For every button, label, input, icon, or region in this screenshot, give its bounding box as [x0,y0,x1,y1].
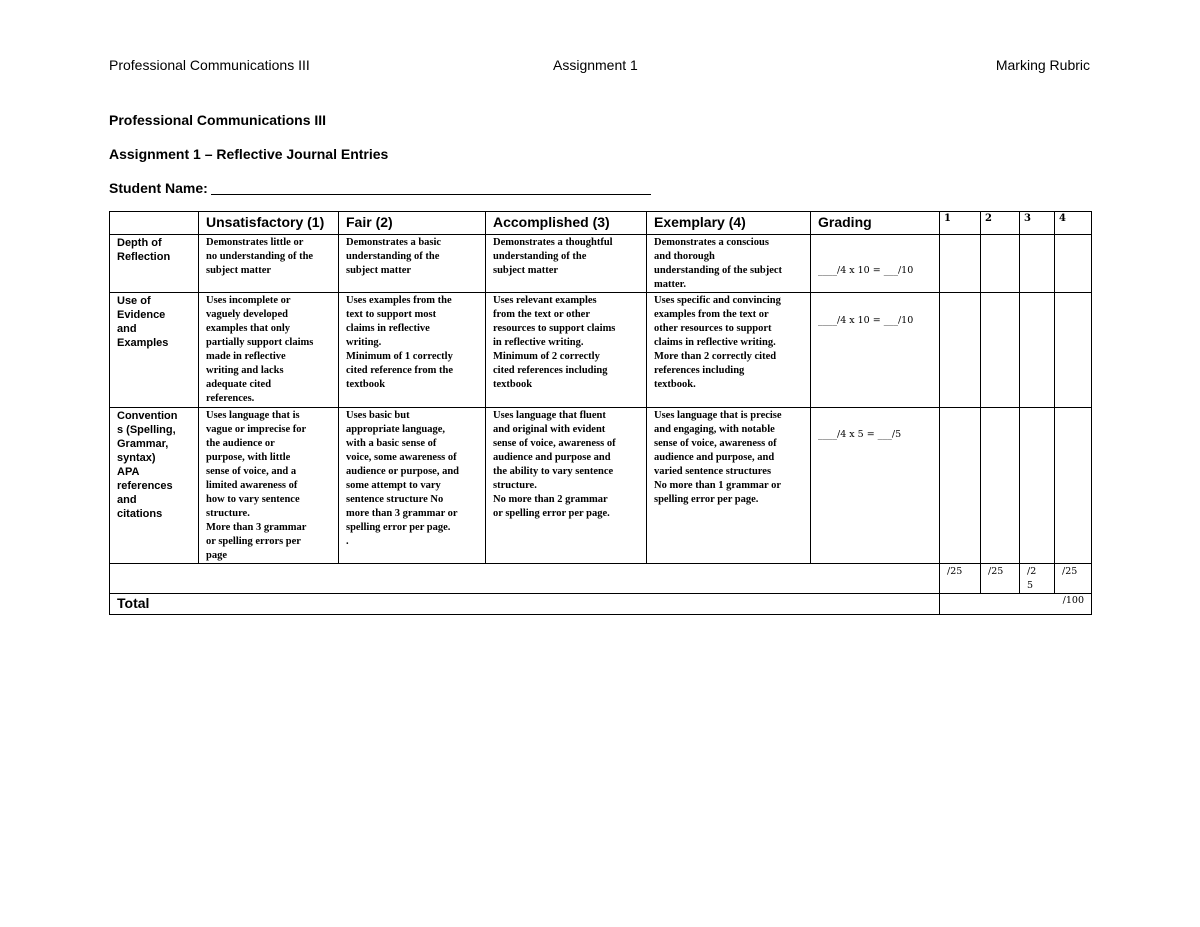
criterion-line: and [117,323,137,335]
description-line: textbook. [654,379,696,390]
description-line: understanding of the [346,251,440,262]
header-right-text: Marking Rubric [995,57,1090,73]
total-label: Total [110,594,940,615]
marker-4-score-cell[interactable] [1055,408,1092,564]
description-line: textbook [493,379,533,390]
description-line: varied sentence structures [654,466,772,477]
description-line: vaguely developed [206,309,288,320]
marker-3-score-cell[interactable] [1020,293,1055,408]
description-line: more than 3 grammar or [346,508,458,519]
subtotal-row [110,564,1092,594]
description-line: cited reference from the [346,365,453,376]
rubric-body [110,235,1092,615]
description-line: from the text or other [493,309,590,320]
criterion-line: Use of [117,295,151,307]
description-line: Uses incomplete or [206,295,291,306]
subtotal-marker-3-line-1: /2 [1027,566,1037,577]
total-row [110,594,1092,615]
description-line: subject matter [493,265,559,276]
unsatisfactory-description-cell [199,235,339,293]
subtotal-marker-3-line-2: 5 [1027,580,1034,591]
header-blank-cell [110,212,199,235]
grading-formula: ____/4 x 10 = ___/10 [818,315,914,326]
description-line: Demonstrates little or [206,237,304,248]
description-line: cited references including [493,365,608,376]
grading-cell [811,293,940,408]
subtotal-marker-4: /25 [1055,564,1092,594]
description-line: sense of voice, awareness of [654,438,777,449]
description-line: or spelling errors per [206,536,301,547]
description-line: examples that only [206,323,290,334]
criterion-cell [110,408,199,564]
rubric-row [110,293,1092,408]
description-line: adequate cited [206,379,272,390]
criterion-line: Reflection [117,251,171,263]
marker-1-score-cell[interactable] [940,235,981,293]
description-line: Uses specific and convincing [654,295,781,306]
column-header-grading: Grading [811,212,940,235]
description-line: or spelling error per page. [493,508,610,519]
description-line: Demonstrates a thoughtful [493,237,613,248]
criterion-line: Convention [117,410,178,422]
description-line: subject matter [346,265,412,276]
accomplished-description-cell [486,235,647,293]
fair-description-cell [339,235,486,293]
description-line: vague or imprecise for [206,424,307,435]
assignment-title: Assignment 1 – Reflective Journal Entries [109,146,389,162]
description-line: No more than 2 grammar [493,494,608,505]
column-header-marker-1: 1 [940,212,981,235]
description-line: page [206,550,227,561]
description-line: and original with evident [493,424,606,435]
column-header-unsatisfactory: Unsatisfactory (1) [199,212,339,235]
description-line: with a basic sense of [346,438,437,449]
description-line: . [346,536,349,547]
marker-1-score-cell[interactable] [940,408,981,564]
exemplary-description-cell [647,293,811,408]
marking-rubric-table [109,211,1092,615]
description-line: audience and purpose and [493,452,611,463]
description-line: Uses language that is precise [654,410,782,421]
grading-cell [811,235,940,293]
description-line: partially support claims [206,337,314,348]
column-header-accomplished: Accomplished (3) [486,212,647,235]
criterion-line: Depth of [117,237,162,249]
description-line: audience and purpose, and [654,452,775,463]
description-line: More than 3 grammar [206,522,307,533]
description-line: textbook [346,379,386,390]
criterion-line: citations [117,508,163,520]
total-max-score: /100 [940,594,1092,615]
page-header [109,57,1090,77]
rubric-row [110,235,1092,293]
description-line: in reflective writing. [493,337,584,348]
description-line: how to vary sentence [206,494,300,505]
header-left-text: Professional Communications III [109,57,310,73]
description-line: resources to support claims [493,323,616,334]
description-line: voice, some awareness of [346,452,457,463]
criterion-line: references [117,480,173,492]
column-header-fair: Fair (2) [339,212,486,235]
grading-formula: ____/4 x 10 = ___/10 [818,265,914,276]
description-line: references. [206,393,255,404]
unsatisfactory-description-cell [199,293,339,408]
student-name-field [109,179,651,196]
description-line: sense of voice, and a [206,466,297,477]
description-line: understanding of the [493,251,587,262]
criterion-cell [110,235,199,293]
description-line: Uses language that fluent [493,410,606,421]
description-line: appropriate language, [346,424,445,435]
description-line: Uses examples from the [346,295,452,306]
description-line: Demonstrates a basic [346,237,442,248]
rubric-row [110,408,1092,564]
description-line: text to support most [346,309,437,320]
description-line: and engaging, with notable [654,424,775,435]
column-header-exemplary: Exemplary (4) [647,212,811,235]
criterion-line: APA [117,466,140,478]
description-line: references including [654,365,745,376]
description-line: spelling error per page. [346,522,451,533]
column-header-marker-3: 3 [1020,212,1055,235]
header-center-text: Assignment 1 [553,57,638,73]
description-line: subject matter [206,265,272,276]
marker-1-score-cell[interactable] [940,293,981,408]
description-line: More than 2 correctly cited [654,351,777,362]
subtotal-blank-cell [110,564,940,594]
table-header-row [110,212,1092,235]
description-line: audience or purpose, and [346,466,459,477]
description-line: sentence structure No [346,494,444,505]
criterion-line: syntax) [117,452,156,464]
grading-cell [811,408,940,564]
criterion-line: Evidence [117,309,166,321]
column-header-marker-4: 4 [1055,212,1092,235]
description-line: structure. [206,508,250,519]
description-line: and thorough [654,251,715,262]
exemplary-description-cell [647,235,811,293]
marker-3-score-cell[interactable] [1020,235,1055,293]
marker-3-score-cell[interactable] [1020,408,1055,564]
description-line: writing and lacks [206,365,284,376]
course-title: Professional Communications III [109,112,327,128]
fair-description-cell [339,408,486,564]
grading-formula: ____/4 x 5 = ___/5 [818,429,902,440]
description-line: matter. [654,279,686,290]
description-line: claims in reflective [346,323,430,334]
marker-2-score-cell[interactable] [981,235,1020,293]
description-line: understanding of the subject [654,265,783,276]
description-line: spelling error per page. [654,494,759,505]
description-line: Minimum of 2 correctly [493,351,600,362]
criterion-line: and [117,494,137,506]
exemplary-description-cell [647,408,811,564]
description-line: examples from the text or [654,309,769,320]
student-name-blank-line [211,179,651,195]
description-line: structure. [493,480,537,491]
description-line: no understanding of the [206,251,314,262]
column-header-marker-2: 2 [981,212,1020,235]
marker-4-score-cell[interactable] [1055,293,1092,408]
criterion-line: Examples [117,337,169,349]
description-line: claims in reflective writing. [654,337,776,348]
criterion-line: s (Spelling, [117,424,176,436]
description-line: made in reflective [206,351,286,362]
description-line: other resources to support [654,323,772,334]
description-line: some attempt to vary [346,480,441,491]
marker-4-score-cell[interactable] [1055,235,1092,293]
description-line: Demonstrates a conscious [654,237,769,248]
criterion-cell [110,293,199,408]
description-line: Minimum of 1 correctly [346,351,453,362]
marker-2-score-cell[interactable] [981,408,1020,564]
description-line: purpose, with little [206,452,291,463]
marker-2-score-cell[interactable] [981,293,1020,408]
description-line: limited awareness of [206,480,298,491]
description-line: No more than 1 grammar or [654,480,782,491]
student-name-label: Student Name: [109,180,208,196]
description-line: sense of voice, awareness of [493,438,616,449]
description-line: Uses basic but [346,410,410,421]
description-line: Uses relevant examples [493,295,597,306]
unsatisfactory-description-cell [199,408,339,564]
accomplished-description-cell [486,293,647,408]
subtotal-marker-3 [1020,564,1055,594]
criterion-line: Grammar, [117,438,169,450]
accomplished-description-cell [486,408,647,564]
subtotal-marker-1: /25 [940,564,981,594]
description-line: the audience or [206,438,275,449]
description-line: Uses language that is [206,410,300,421]
description-line: writing. [346,337,382,348]
fair-description-cell [339,293,486,408]
subtotal-marker-2: /25 [981,564,1020,594]
description-line: the ability to vary sentence [493,466,614,477]
